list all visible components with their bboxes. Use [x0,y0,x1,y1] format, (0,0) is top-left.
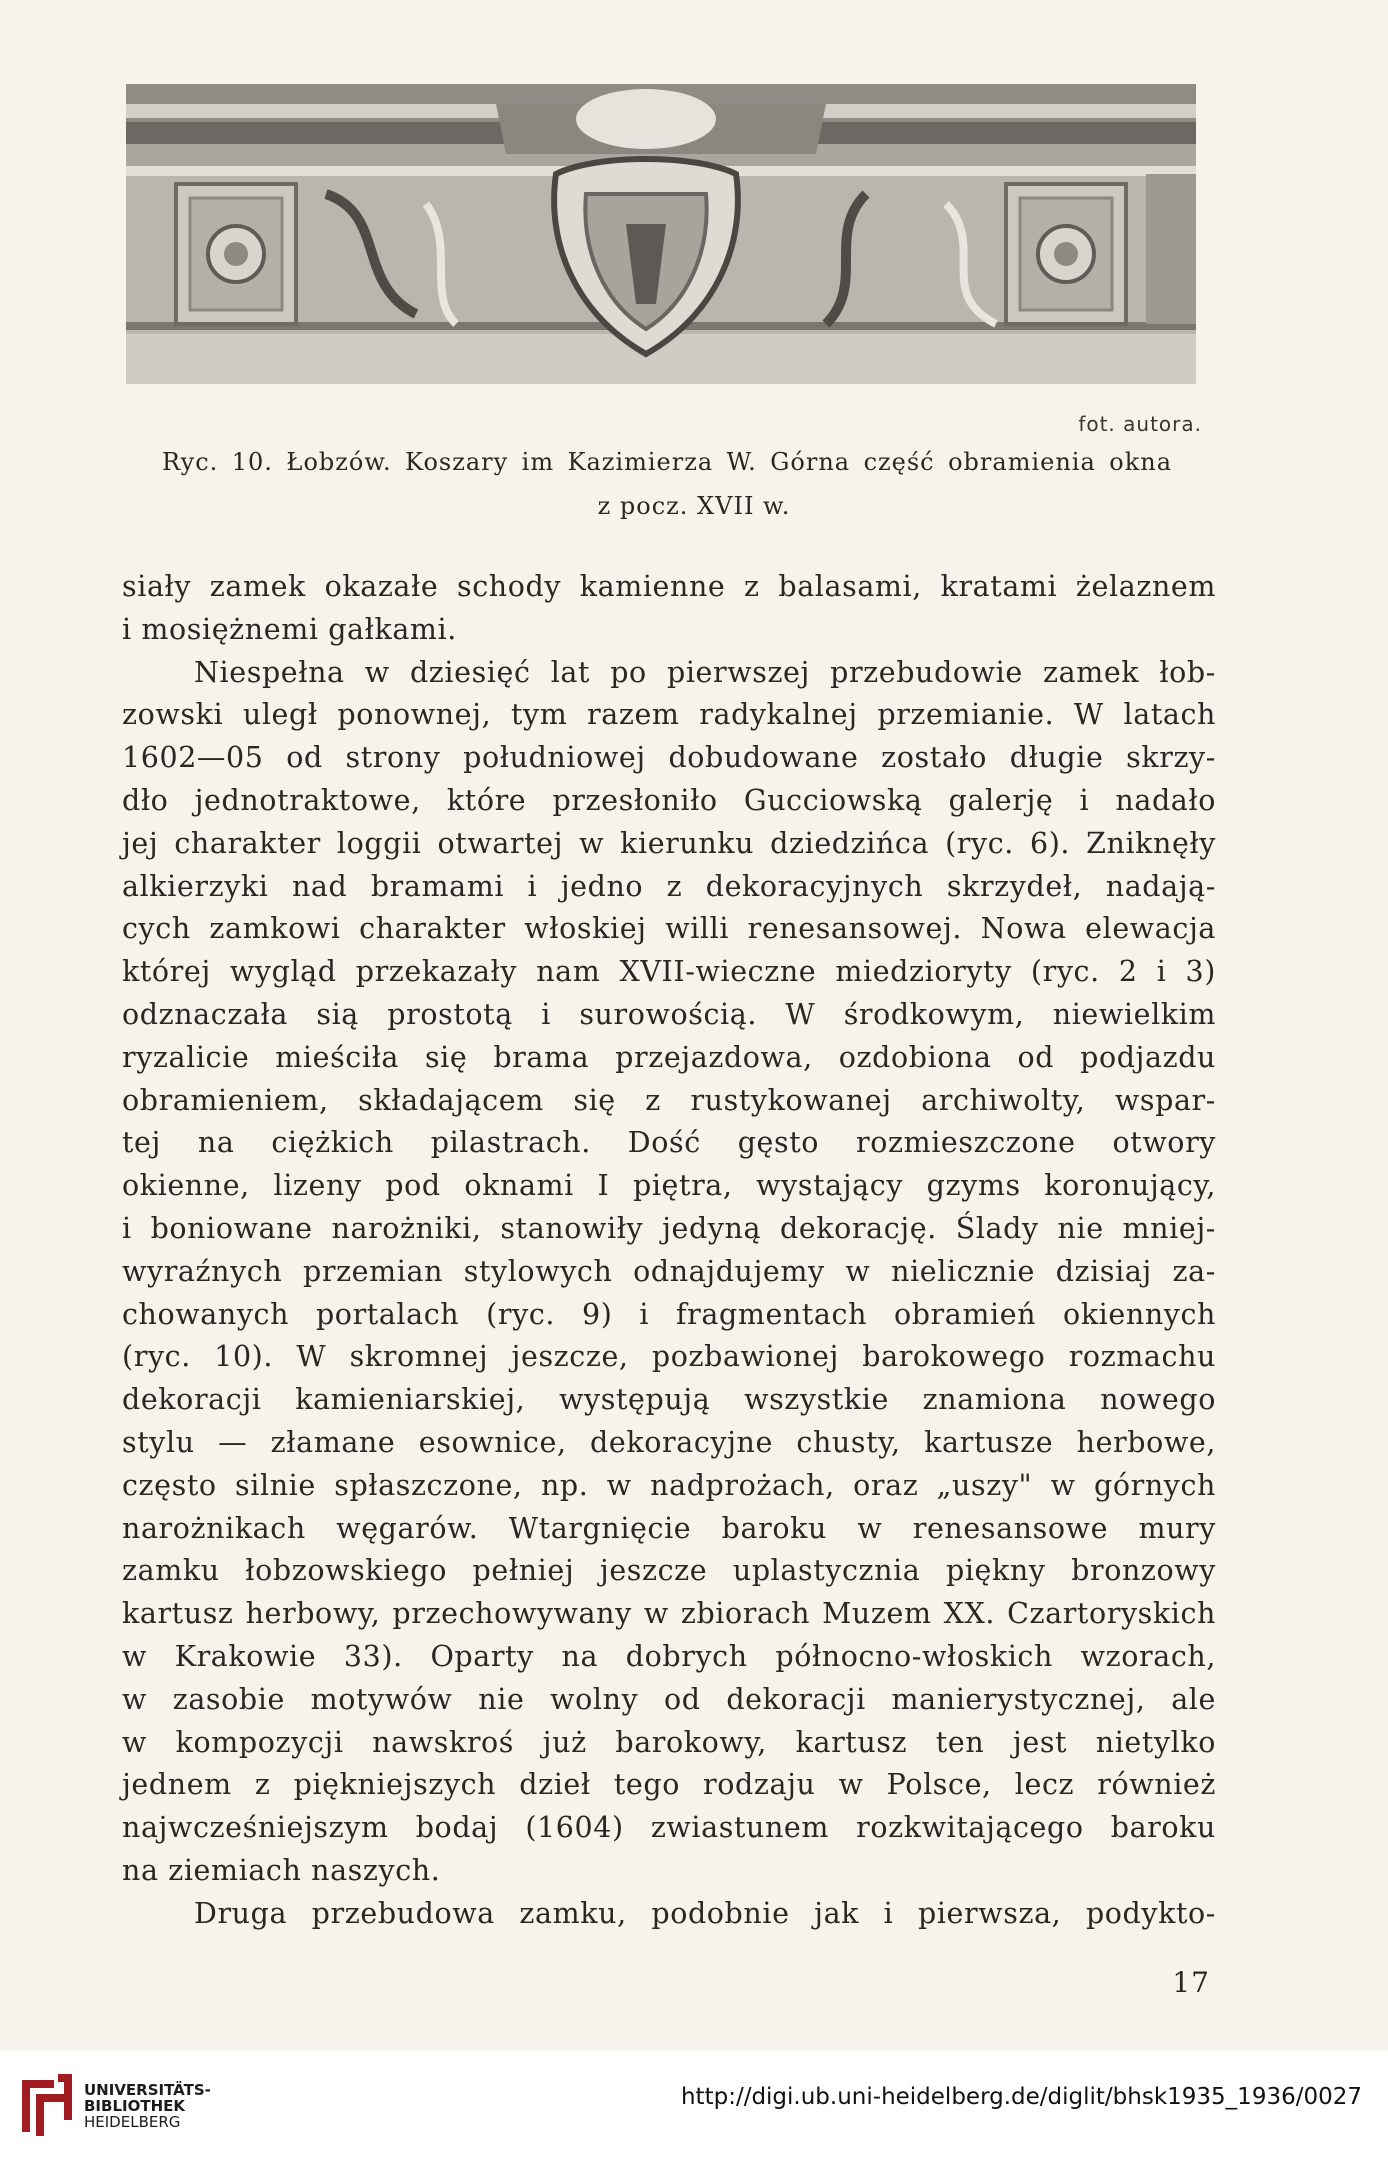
text-line: dekoracji kamieniarskiej, występują wszystkie znamiona nowego [122,1383,1216,1417]
institution-line-3: HEIDELBERG [84,2113,181,2131]
text-line: tej na ciężkich pilastrach. Dość gęsto rozmieszczone otwory [122,1126,1216,1160]
text-line: w zasobie motywów nie wolny od dekoracji manierystycznej, ale [122,1682,1216,1716]
institution-line-2: BIBLIOTHEK [84,2097,185,2115]
institution-line-1: UNIVERSITÄTS- [84,2081,211,2099]
figure-caption-line-1: Ryc. 10. Łobzów. Koszary im Kazimierza W. Górna część obramienia okna [162,448,1172,476]
text-line: i mosiężnemi gałkami. [122,612,457,646]
text-line: (ryc. 10). W skromnej jeszcze, pozbawionej barokowego rozmachu [122,1340,1216,1374]
university-library-logo-icon [14,2070,80,2140]
source-url-link[interactable]: http://digi.ub.uni-heidelberg.de/diglit/bhsk1935_1936/0027 [680,2084,1362,2110]
text-line: często silnie spłaszczone, np. w nadprożach, oraz „uszy" w górnych [122,1468,1216,1502]
text-line: alkierzyki nad bramami i jedno z dekoracyjnych skrzydeł, nadają- [122,869,1216,903]
text-line: i boniowane narożniki, stanowiły jedyną dekorację. Ślady nie mniej- [122,1211,1216,1245]
text-line: jednem z piękniejszych dzieł tego rodzaju w Polsce, lecz również [122,1768,1216,1802]
text-line: jej charakter loggii otwartej w kierunku dziedzińca (ryc. 6). Zniknęły [122,826,1216,860]
page-number: 17 [1172,1966,1210,1999]
text-line: w kompozycji nawskroś już barokowy, kartusz ten jest nietylko [122,1725,1216,1759]
stone-window-frame-photo [126,84,1196,384]
body-text [122,566,1216,1936]
text-line: kartusz herbowy, przechowywany w zbiorach Muzem XX. Czartoryskich [122,1597,1216,1631]
text-line: cych zamkowi charakter włoskiej willi renesansowej. Nowa elewacja [122,912,1216,946]
text-line: ryzalicie mieściła się brama przejazdowa, ozdobiona od podjazdu [122,1040,1216,1074]
text-line: obramieniem, składającem się z rustykowanej archiwolty, wspar- [122,1083,1216,1117]
text-line: zowski uległ ponownej, tym razem radykalnej przemianie. W latach [122,698,1216,732]
institution-name [84,2082,211,2130]
photo-credit: fot. autora. [1078,412,1202,436]
text-line: chowanych portalach (ryc. 9) i fragmentach obramień okiennych [122,1297,1216,1331]
text-line: wyraźnych przemian stylowych odnajdujemy w nielicznie dzisiaj za- [122,1254,1216,1288]
text-line: odznaczała sią prostotą i surowością. W środkowym, niewielkim [122,997,1216,1031]
text-line: w Krakowie 33). Oparty na dobrych północno-włoskich wzorach, [122,1639,1216,1673]
text-line: na ziemiach naszych. [122,1853,441,1887]
text-line: siały zamek okazałe schody kamienne z balasami, kratami żelaznem [122,570,1216,603]
text-line: której wygląd przekazały nam XVII-wieczne miedzioryty (ryc. 2 i 3) [122,955,1216,989]
text-line: zamku łobzowskiego pełniej jeszcze uplastycznia piękny bronzowy [122,1554,1216,1588]
text-line: najwcześniejszym bodaj (1604) zwiastunem rozkwitającego baroku [122,1811,1216,1845]
text-line: 1602—05 od strony południowej dobudowane zostało długie skrzy- [122,741,1216,775]
text-line: dło jednotraktowe, które przesłoniło Gucciowską galerję i nadało [122,783,1216,817]
text-line: okienne, lizeny pod oknami I piętra, wystający gzyms koronujący, [122,1169,1216,1203]
footer-bar [0,2050,1388,2163]
text-line: Druga przebudowa zamku, podobnie jak i pierwsza, podykto- [194,1896,1216,1930]
figure-caption-line-2: z pocz. XVII w. [597,492,791,520]
text-line: narożnikach węgarów. Wtargnięcie baroku w renesansowe mury [122,1511,1216,1545]
text-line: Niespełna w dziesięć lat po pierwszej przebudowie zamek łob- [194,655,1216,689]
window-frame-photo [126,84,1196,384]
text-line: stylu — złamane esownice, dekoracyjne chusty, kartusze herbowe, [122,1425,1216,1459]
